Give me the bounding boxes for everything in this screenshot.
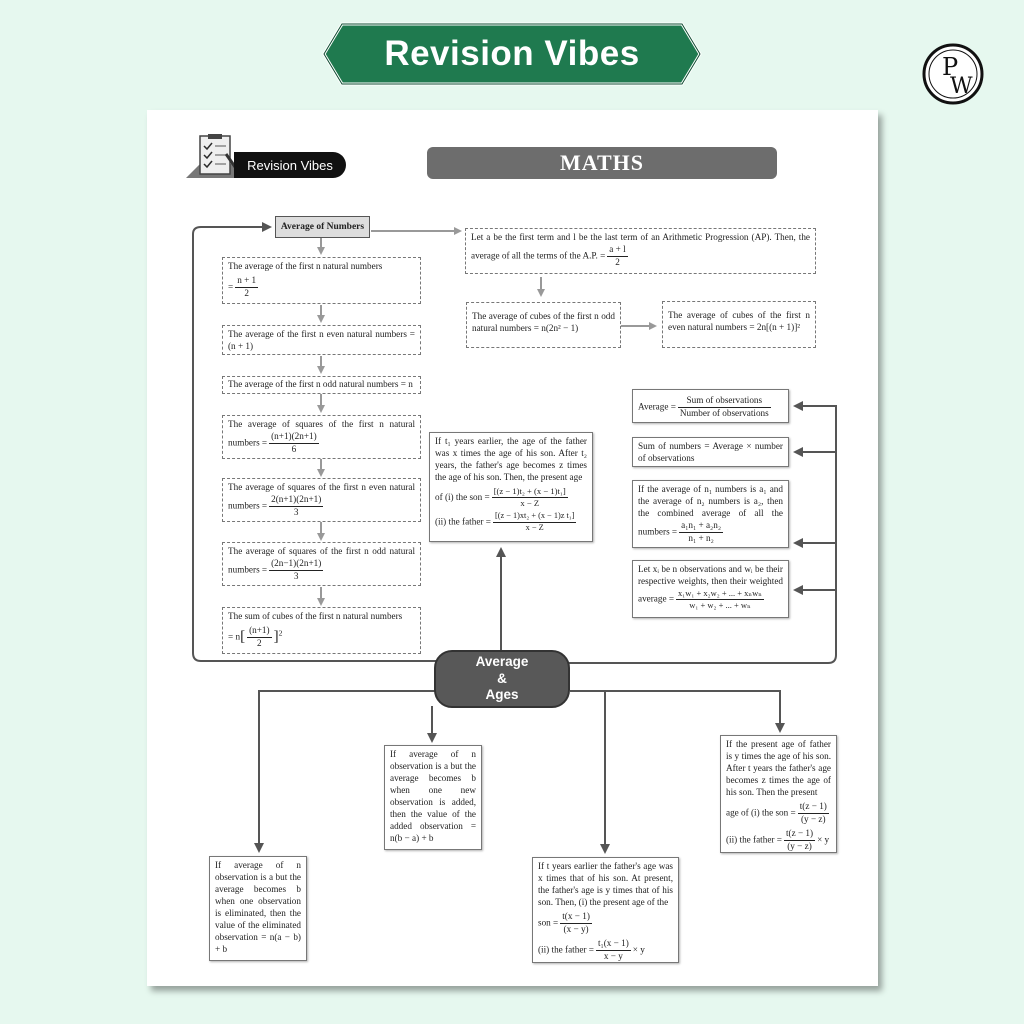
denominator: n₁ + n₂ xyxy=(688,532,714,543)
denominator: 2 xyxy=(615,256,620,267)
node-text: The average of the first n natural numbers xyxy=(228,261,383,271)
avg-first-n-odd xyxy=(222,376,421,394)
node-text: If t₁ years earlier, the age of the father was x times the age of his son. After t₂ years, the father's age becomes z times the age of his son. Then, the present age xyxy=(435,436,587,482)
denominator: 2 xyxy=(244,287,249,298)
node-text: Let a be the first term and l be the last term of an Arithmetic Progression (AP). Then, the average of all the terms of the A.P. = xyxy=(471,232,810,261)
denominator: 3 xyxy=(293,570,299,581)
denominator: (y − z) xyxy=(801,813,826,824)
avg-first-n-natural xyxy=(222,257,421,304)
father-son-present xyxy=(720,735,837,853)
node-text: The average of the first n even natural numbers = (n + 1) xyxy=(228,329,415,351)
father-son-t-earlier xyxy=(532,857,679,963)
denominator: (y − z) xyxy=(787,840,812,851)
numerator: (n+1)(2n+1) xyxy=(269,431,319,444)
numerator: [(z − 1)xt₂ + (x − 1)z t₁] xyxy=(493,511,577,523)
numerator: n + 1 xyxy=(235,275,258,288)
hub-line-1: Average xyxy=(475,653,529,669)
node-text: The average of squares of the first n natural numbers = xyxy=(228,419,415,448)
numerator: (n+1) xyxy=(247,625,272,638)
denominator: (x − y) xyxy=(563,923,589,934)
combined-average xyxy=(632,480,789,548)
node-text: The average of the first n odd natural numbers = n xyxy=(228,379,413,389)
numerator: t(x − 1) xyxy=(560,911,592,924)
denominator: Number of observations xyxy=(679,407,769,418)
numerator: a + l xyxy=(607,244,627,257)
denominator: 2 xyxy=(257,637,262,648)
node-text: Let xᵢ be n observations and wᵢ be their respective weights, then their weighted average = xyxy=(638,564,783,604)
denominator: 3 xyxy=(293,506,299,517)
logo-letter-w: W xyxy=(950,74,973,99)
numerator: (2n−1)(2n+1) xyxy=(269,558,323,571)
node-text: If t years earlier the father's age was x times that of his son. At present, the father's age is y times that of his son. Then, (i) the present age of the xyxy=(538,861,673,907)
avg-squares-natural xyxy=(222,415,421,459)
observation-added xyxy=(384,745,482,850)
eq-prefix: (ii) the father = xyxy=(538,944,594,955)
avg-squares-odd xyxy=(222,542,421,586)
logo-letter-p: P xyxy=(942,53,959,81)
node-text: Sum of numbers = Average × number of observations xyxy=(638,441,783,463)
subject-header: MATHS xyxy=(427,147,777,179)
eq-suffix: × y xyxy=(817,834,830,845)
numerator: [(z − 1)t₂ + (x − 1)t₁] xyxy=(492,486,568,498)
numerator: Sum of observations xyxy=(678,395,771,408)
father-son-t1-t2 xyxy=(429,432,593,542)
observation-eliminated xyxy=(209,856,307,961)
node-text: The average of squares of the first n odd natural numbers = xyxy=(228,546,415,575)
numerator: t(z − 1) xyxy=(784,828,815,841)
eq-suffix: × y xyxy=(632,944,645,955)
avg-squares-even xyxy=(222,478,421,522)
numerator: 2(n+1)(2n+1) xyxy=(269,494,323,507)
node-text: The average of cubes of the first n even natural numbers = 2n[(n + 1)]² xyxy=(668,310,810,332)
avg-first-n-even xyxy=(222,325,421,355)
exponent: 2 xyxy=(278,628,283,638)
average-definition xyxy=(632,389,789,423)
numerator: x₁w₁ + x₂w₂ + ... + xₙwₙ xyxy=(676,588,764,600)
average-of-numbers-node: Average of Numbers xyxy=(275,216,370,238)
eq-prefix: of (i) the son = xyxy=(435,491,490,502)
eq-prefix: Average = xyxy=(638,401,676,412)
denominator: x − y xyxy=(603,950,623,961)
banner-title: Revision Vibes xyxy=(384,34,640,73)
denominator: w₁ + w₂ + ... + wₙ xyxy=(689,599,751,610)
eq-prefix: son = xyxy=(538,917,559,928)
avg-cubes-odd xyxy=(466,302,621,348)
eq-prefix: (ii) the father = xyxy=(726,834,782,845)
hub-line-3: Ages xyxy=(485,687,519,703)
hub-line-2: & xyxy=(497,670,507,686)
numerator: a₁n₁ + a₂n₂ xyxy=(679,520,723,533)
revision-vibes-badge: Revision Vibes xyxy=(234,152,346,178)
node-text: If the average of n₁ numbers is a₁ and the average of n₂ numbers is a₂, then the combined average of all the numbers = xyxy=(638,484,783,537)
denominator: x − Z xyxy=(520,497,540,508)
node-text: If the present age of father is y times the age of his son. After t years the father's age becomes z times the age of his son. Then the present xyxy=(726,739,831,797)
numerator: t(z − 1) xyxy=(798,801,829,814)
denominator: 6 xyxy=(291,443,297,454)
eq-prefix: = xyxy=(228,281,234,292)
node-text: The average of cubes of the first n odd natural numbers = n(2n² − 1) xyxy=(472,311,615,333)
sum-of-numbers xyxy=(632,437,789,467)
denominator: x − Z xyxy=(525,522,544,532)
sum-cubes-natural: The sum of cubes of the first n natural numbers = n[ $\frac{(n+1)}{2}$ ]$^2$ xyxy=(222,607,421,654)
eq-prefix: age of (i) the son = xyxy=(726,807,796,818)
node-text: The sum of cubes of the first n natural numbers xyxy=(228,611,403,621)
numerator: t₁(x − 1) xyxy=(596,938,631,951)
weighted-average xyxy=(632,560,789,618)
node-text: If average of n observation is a but the average becomes b when one observation is eliminated, then the value of the eliminated observation = n(a − b) + b xyxy=(215,860,301,954)
node-text: If average of n observation is a but the average becomes b when one new observation is added, then the value of the added observation = n(b − a) + b xyxy=(390,749,476,843)
avg-cubes-even xyxy=(662,301,816,348)
ap-average-node xyxy=(465,228,816,274)
eq-prefix: = n xyxy=(228,631,241,642)
node-text: The average of squares of the first n even natural numbers = xyxy=(228,482,415,511)
average-ages-hub xyxy=(434,650,570,708)
eq-prefix: (ii) the father = xyxy=(435,516,491,527)
